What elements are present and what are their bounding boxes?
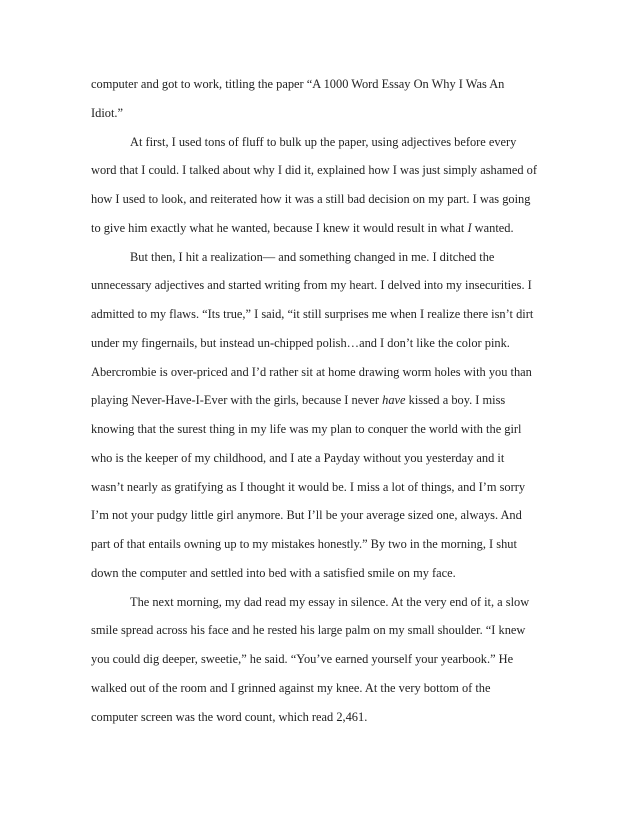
text-segment: to give him exactly what he wanted, because I knew it would result in what [91, 220, 468, 235]
text-segment: kissed a boy. I miss [405, 393, 506, 408]
text-line: you could dig deeper, sweetie,” he said. “You’ve earned yourself your yearbook.” He [91, 652, 514, 666]
text-line: unnecessary adjectives and started writing from my heart. I delved into my insecurities. I [91, 278, 532, 293]
text-line: part of that entails owning up to my mistakes honestly.” By two in the morning, I shut [91, 537, 517, 551]
text-line: Abercrombie is over-priced and I’d rather sit at home drawing worm holes with you than [91, 364, 532, 379]
text-line: how I used to look, and reiterated how it was a still bad decision on my part. I was going [91, 192, 531, 206]
text-line: wasn’t nearly as gratifying as I thought it would be. I miss a lot of things, and I’m sorry [91, 479, 526, 494]
text-line: walked out of the room and I grinned against my knee. At the very bottom of the [91, 680, 491, 695]
text-line: down the computer and settled into bed with a satisfied smile on my face. [91, 565, 456, 580]
text-line: word that I could. I talked about why I did it, explained how I was just simply ashamed of [91, 163, 537, 178]
italic-emphasis: have [382, 393, 406, 408]
text-line: who is the keeper of my childhood, and I ate a Payday without you yesterday and it [91, 450, 505, 465]
text-line: I’m not your pudgy little girl anymore. But I’ll be your average sized one, always. And [91, 508, 522, 523]
text-line [91, 386, 551, 415]
text-line: Idiot.” [91, 105, 123, 120]
text-line: admitted to my flaws. “Its true,” I said, “it still surprises me when I realize there isn’t dirt [91, 307, 534, 321]
text-line: knowing that the surest thing in my life was my plan to conquer the world with the girl [91, 422, 522, 436]
text-line-paragraph-start: At first, I used tons of fluff to bulk up the paper, using adjectives before every [130, 134, 517, 149]
text-line: computer screen was the word count, which read 2,461. [91, 709, 368, 724]
text-line-paragraph-start: The next morning, my dad read my essay in silence. At the very end of it, a slow [130, 594, 530, 609]
italic-emphasis: I [467, 220, 472, 235]
text-line-paragraph-start: But then, I hit a realization— and something changed in me. I ditched the [130, 249, 495, 264]
essay-body [91, 70, 551, 731]
text-line: under my fingernails, but instead un-chipped polish…and I don’t like the color pink. [91, 335, 510, 350]
text-line: computer and got to work, titling the paper “A 1000 Word Essay On Why I Was An [91, 77, 505, 91]
text-segment: playing Never-Have-I-Ever with the girls, because I never [91, 393, 383, 408]
text-line: smile spread across his face and he rested his large palm on my small shoulder. “I knew [91, 623, 526, 638]
text-segment: wanted. [471, 220, 514, 235]
text-line [91, 214, 551, 243]
